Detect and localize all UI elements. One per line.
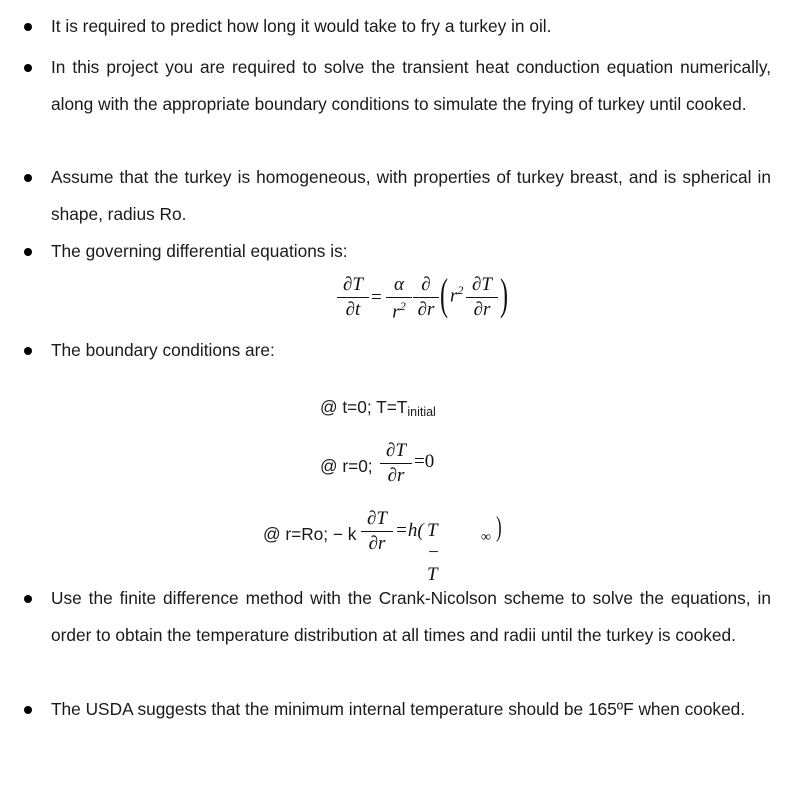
bullet-text-predict: It is required to predict how long it would take to fry a turkey in oil.: [51, 16, 552, 36]
bullet-text-boundary: The boundary conditions are:: [51, 340, 275, 360]
bullet-text-usda: The USDA suggests that the minimum internal temperature should be 165ºF when cooked.: [51, 699, 746, 719]
boundary-condition-surface: @ r=Ro; − k: [263, 524, 357, 544]
bullet-marker: [24, 706, 32, 714]
bullet-text-project: In this project you are required to solve the transient heat conduction equation numerically, along with the appropriate boundary conditions to simulate the frying of turkey until cooked.: [51, 57, 771, 114]
bullet-marker: [24, 64, 32, 72]
bullet-marker: [24, 23, 32, 31]
bullet-text-finite-difference: Use the finite difference method with the Crank-Nicolson scheme to solve the equations, in order to obtain the temperature distribution at all times and radii until the turkey is cooked.: [51, 588, 771, 645]
bullet-marker: [24, 174, 32, 182]
boundary-condition-center: @ r=0;: [320, 456, 373, 476]
bullet-marker: [24, 595, 32, 603]
bullet-marker: [24, 248, 32, 256]
bullet-text-assume: Assume that the turkey is homogeneous, with properties of turkey breast, and is spherical in shape, radius Ro.: [51, 167, 771, 224]
boundary-condition-initial: @ t=0; T=Tinitial: [320, 397, 436, 419]
bullet-marker: [24, 347, 32, 355]
bullet-text-governing: The governing differential equations is:: [51, 241, 348, 261]
